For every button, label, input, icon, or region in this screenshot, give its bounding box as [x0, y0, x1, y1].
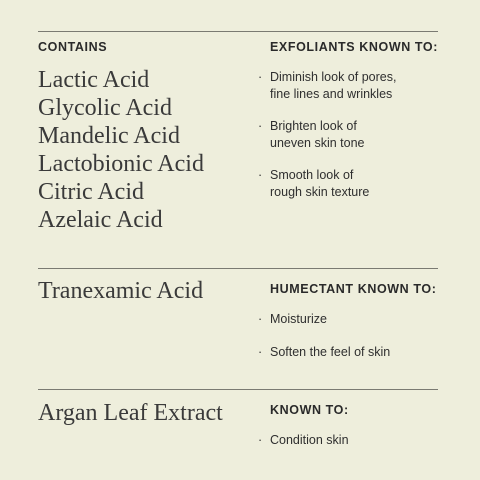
benefit-line: rough skin texture: [270, 185, 370, 199]
bottom-divider: [38, 389, 438, 390]
ingredient-azelaic-acid: Azelaic Acid: [38, 207, 163, 233]
bullet-icon: ·: [258, 433, 263, 447]
ingredient-lactic-acid: Lactic Acid: [38, 67, 150, 93]
contains-heading: CONTAINS: [38, 40, 108, 54]
humectant-heading: HUMECTANT KNOWN TO:: [270, 282, 437, 296]
benefit-item: [258, 69, 458, 103]
benefit-line: Condition skin: [270, 433, 349, 447]
benefit-line: Moisturize: [270, 312, 327, 326]
known-to-heading: KNOWN TO:: [270, 403, 349, 417]
ingredient-mandelic-acid: Mandelic Acid: [38, 123, 180, 149]
middle-divider: [38, 268, 438, 269]
benefit-line: Brighten look of: [270, 119, 357, 133]
bullet-icon: ·: [258, 168, 263, 182]
benefit-item: [258, 344, 458, 361]
exfoliant-benefit-list: [258, 69, 458, 201]
ingredient-citric-acid: Citric Acid: [38, 179, 144, 205]
bullet-icon: ·: [258, 70, 263, 84]
ingredient-lactobionic-acid: Lactobionic Acid: [38, 151, 204, 177]
argan-benefit-list: [258, 432, 458, 449]
bullet-icon: ·: [258, 312, 263, 326]
bullet-icon: ·: [258, 345, 263, 359]
benefit-line: uneven skin tone: [270, 136, 365, 150]
exfoliant-ingredient-list: [38, 66, 204, 234]
benefit-item: [258, 311, 458, 328]
benefit-item: [258, 432, 458, 449]
benefit-item: [258, 167, 458, 201]
benefit-item: [258, 118, 458, 152]
humectant-benefit-list: [258, 311, 458, 361]
benefit-line: fine lines and wrinkles: [270, 87, 393, 101]
ingredient-argan-leaf-extract: Argan Leaf Extract: [38, 400, 223, 426]
top-divider: [38, 31, 438, 32]
benefit-line: Diminish look of pores,: [270, 70, 397, 84]
ingredient-glycolic-acid: Glycolic Acid: [38, 95, 172, 121]
ingredient-tranexamic-acid: Tranexamic Acid: [38, 278, 204, 304]
exfoliants-heading: EXFOLIANTS KNOWN TO:: [270, 40, 439, 54]
benefit-line: Smooth look of: [270, 168, 354, 182]
benefit-line: Soften the feel of skin: [270, 345, 391, 359]
bullet-icon: ·: [258, 119, 263, 133]
